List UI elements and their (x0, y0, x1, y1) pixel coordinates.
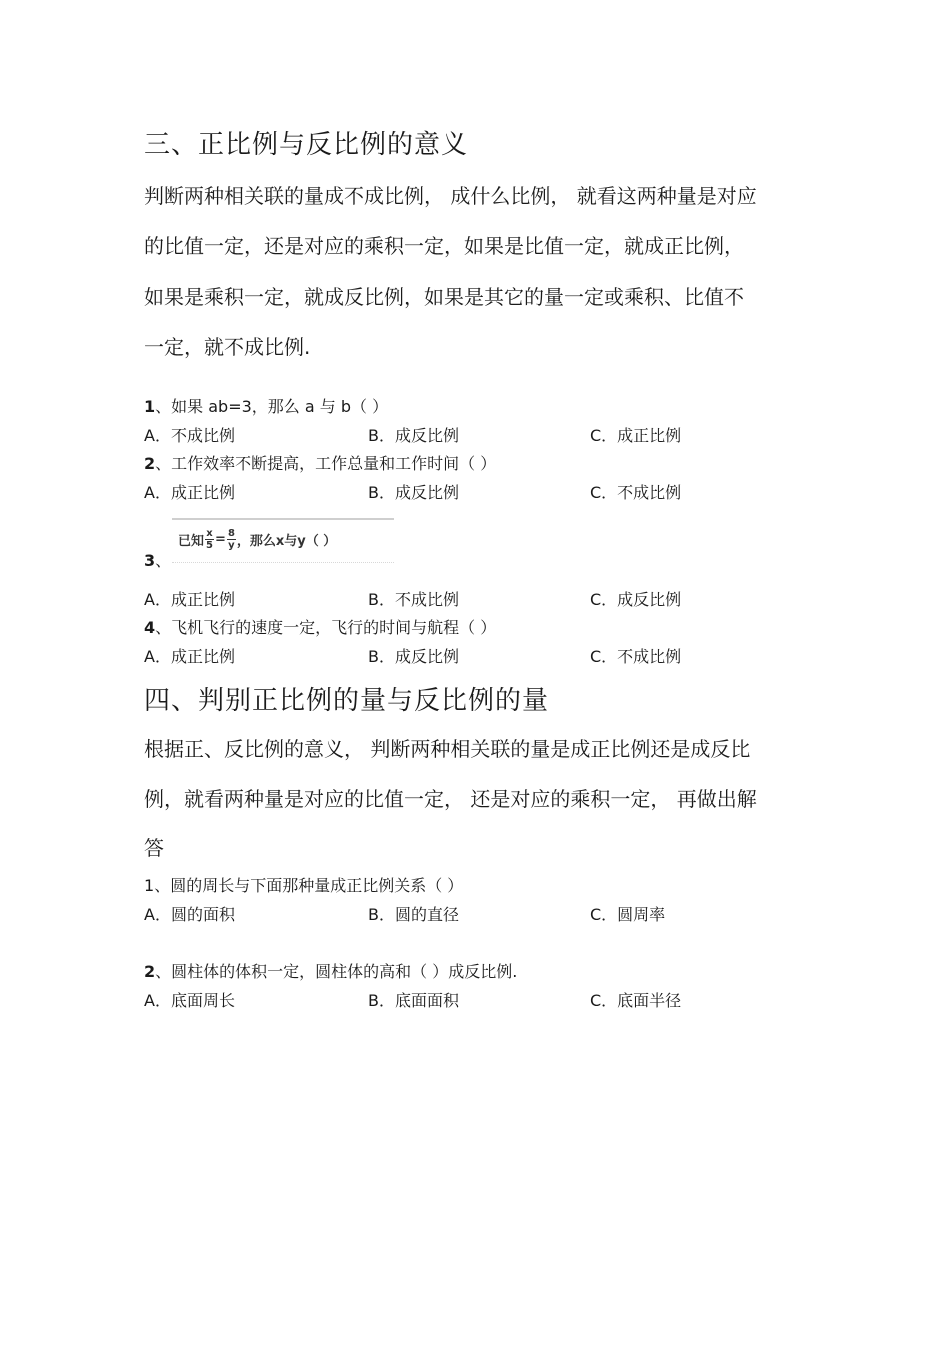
question-number: 4 (144, 618, 156, 637)
question-text: 、圆柱体的体积一定，圆柱体的高和（ ）成反比例. (155, 962, 518, 981)
section-4-question-1 (144, 873, 463, 896)
question-number: 3 (144, 551, 156, 570)
question-2 (144, 451, 496, 474)
section-4-question-2-option-b: B．底面面积 (368, 991, 459, 1010)
question-text: 、飞机飞行的速度一定，飞行的时间与航程（ ） (155, 618, 497, 637)
fraction-denominator: y (228, 540, 235, 551)
section-3-paragraph-line-4: 一定，就不成比例. (144, 335, 311, 359)
question-text: 、如果 ab=3，那么 a 与 b（ ） (155, 397, 389, 416)
section-3-title: 三、正比例与反比例的意义 (144, 130, 469, 160)
fraction-denominator: 5 (206, 540, 213, 551)
question-3 (144, 548, 171, 571)
section-4-title: 四、判别正比例的量与反比例的量 (144, 686, 550, 716)
question-2-option-a: A．成正比例 (144, 483, 235, 502)
question-2-option-c: C．不成比例 (590, 483, 682, 502)
section-4-paragraph-line-2: 例，就看两种量是对应的比值一定， 还是对应的乘积一定， 再做出解 (144, 787, 757, 811)
question-3-option-b: B．不成比例 (368, 590, 459, 609)
section-4-question-2-option-c: C．底面半径 (590, 991, 682, 1010)
question-1-option-b: B．成反比例 (368, 426, 459, 445)
fraction-numerator: x (206, 528, 213, 539)
question-text: 、 (155, 551, 172, 570)
question-3-option-c: C．成反比例 (590, 590, 682, 609)
section-3-paragraph-line-2: 的比值一定，还是对应的乘积一定，如果是比值一定，就成正比例， (144, 234, 744, 258)
question-number: 2 (144, 962, 156, 981)
question-4-option-a: A．成正比例 (144, 647, 235, 666)
question-number: 1 (144, 397, 156, 416)
section-3-paragraph-line-1: 判断两种相关联的量成不成比例， 成什么比例， 就看这两种量是对应 (144, 184, 757, 208)
section-4-question-1-option-c: C．圆周率 (590, 905, 666, 924)
section-4-paragraph-line-1: 根据正、反比例的意义， 判断两种相关联的量是成正比例还是成反比 (144, 737, 751, 761)
section-4-paragraph-line-3: 答 (144, 836, 164, 860)
formula-image (172, 518, 394, 563)
question-4 (144, 615, 496, 638)
fraction-x-over-5 (205, 528, 214, 551)
question-4-option-c: C．不成比例 (590, 647, 682, 666)
formula-suffix: ，那么x与y（ ） (236, 534, 337, 549)
question-2-option-b: B．成反比例 (368, 483, 459, 502)
question-text: 、圆的周长与下面那种量成正比例关系（ ） (154, 876, 464, 895)
formula-prefix: 已知 (178, 534, 205, 549)
question-1 (144, 394, 388, 417)
formula-equals: = (215, 532, 226, 547)
formula-expression (178, 528, 336, 551)
question-number: 2 (144, 454, 156, 473)
question-3-option-a: A．成正比例 (144, 590, 235, 609)
question-4-option-b: B．成反比例 (368, 647, 459, 666)
section-4-question-1-option-b: B．圆的直径 (368, 905, 459, 924)
fraction-8-over-y (227, 528, 236, 551)
fraction-numerator: 8 (227, 528, 235, 539)
question-1-option-c: C．成正比例 (590, 426, 682, 445)
question-text: 、工作效率不断提高，工作总量和工作时间（ ） (155, 454, 497, 473)
section-4-question-2-option-a: A．底面周长 (144, 991, 235, 1010)
section-4-question-2 (144, 959, 517, 982)
section-4-question-1-option-a: A．圆的面积 (144, 905, 235, 924)
question-number: 1 (144, 876, 155, 895)
question-1-option-a: A．不成比例 (144, 426, 235, 445)
section-3-paragraph-line-3: 如果是乘积一定，就成反比例，如果是其它的量一定或乘积、比值不 (144, 285, 744, 309)
